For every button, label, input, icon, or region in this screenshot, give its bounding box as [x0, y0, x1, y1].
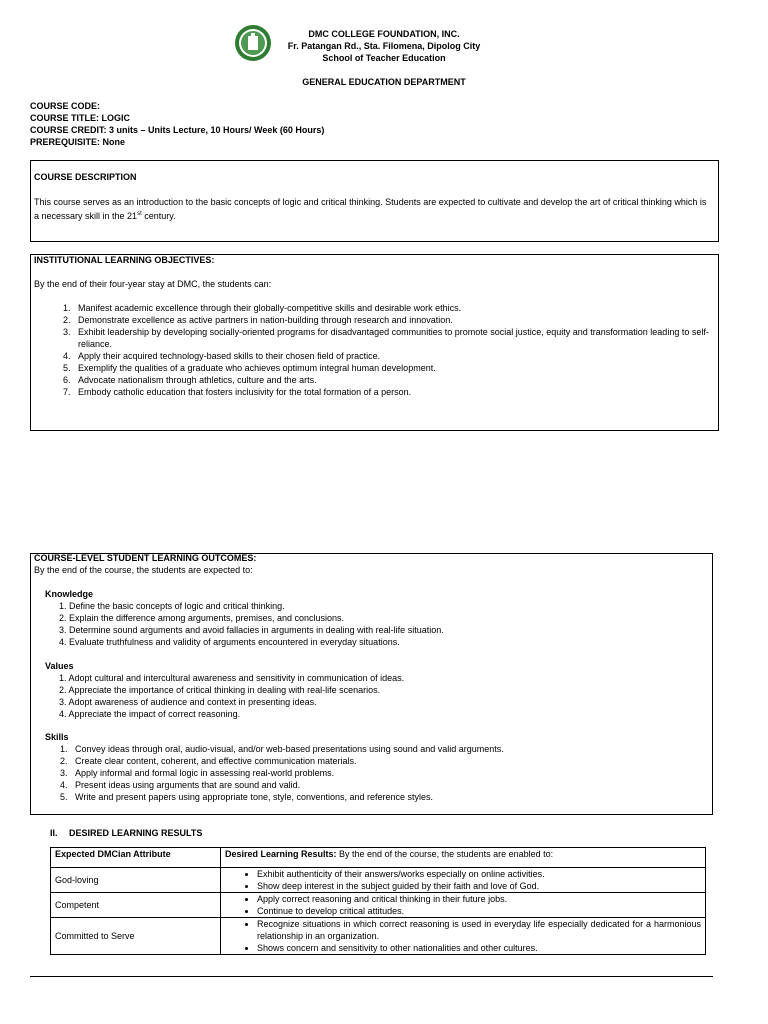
- dlr-table: [50, 847, 706, 955]
- skills-item: Create clear content, coherent, and effective communication materials.: [75, 756, 357, 766]
- ilo-number: 1.: [63, 303, 71, 313]
- knowledge-label: Knowledge: [45, 589, 94, 599]
- course-prerequisite: PREREQUISITE: None: [30, 137, 126, 147]
- course-description-line2: a necessary skill in the 21st century.: [34, 211, 176, 221]
- ilo-item: Demonstrate excellence as active partners in nation-building through research and innovation.: [78, 315, 453, 325]
- values-label: Values: [45, 661, 74, 671]
- ilo-number: 2.: [63, 315, 71, 325]
- course-code: COURSE CODE:: [30, 101, 101, 111]
- dlr-results: [221, 868, 706, 893]
- course-description-heading: COURSE DESCRIPTION: [34, 172, 137, 182]
- ilo-number: 4.: [63, 351, 71, 361]
- dlr-results: [221, 918, 706, 955]
- school-name: School of Teacher Education: [322, 53, 446, 63]
- clo-box: [30, 553, 713, 815]
- skills-number: 5.: [60, 792, 68, 802]
- dlr-attribute: Committed to Serve: [51, 918, 221, 955]
- dlr-result-item: • Exhibit authenticity of their answers/works especially on online activities.: [257, 868, 701, 880]
- ilo-intro: By the end of their four-year stay at DMC, the students can:: [34, 279, 272, 289]
- ilo-box: [30, 254, 719, 431]
- ilo-item: Advocate nationalism through athletics, culture and the arts.: [78, 375, 317, 385]
- dlr-attribute: God-loving: [51, 868, 221, 893]
- ilo-heading: INSTITUTIONAL LEARNING OBJECTIVES:: [34, 255, 215, 265]
- ilo-item: Embody catholic education that fosters inclusivity for the total formation of a person.: [78, 387, 412, 397]
- skills-item: Convey ideas through oral, audio-visual, and/or web-based presentations using sound and valid arguments.: [75, 744, 504, 754]
- dlr-result-item: • Apply correct reasoning and critical thinking in their future jobs.: [257, 893, 701, 905]
- skills-label: Skills: [45, 732, 69, 742]
- knowledge-item: 2. Explain the difference among arguments, premises, and conclusions.: [59, 613, 344, 623]
- dlr-row: [51, 893, 706, 918]
- skills-number: 1.: [60, 744, 68, 754]
- institution-name: DMC COLLEGE FOUNDATION, INC.: [308, 29, 460, 39]
- department-name: GENERAL EDUCATION DEPARTMENT: [302, 77, 466, 87]
- skills-item: Present ideas using arguments that are sound and valid.: [75, 780, 301, 790]
- ilo-number: 3.: [63, 327, 71, 337]
- ilo-item: Exhibit leadership by developing socially-oriented programs for disadvantaged communities to promote social justice, equity and transformation leading to self-: [78, 327, 709, 337]
- course-description-line1: This course serves as an introduction to the basic concepts of logic and critical thinking. Students are expected to cultivate and develop the art of critical thinking which is: [34, 197, 707, 207]
- ilo-item-continuation: reliance.: [78, 339, 113, 349]
- knowledge-item: 3. Determine sound arguments and avoid fallacies in arguments in dealing with real-life situation.: [59, 625, 444, 635]
- footer-rule: [30, 976, 713, 977]
- dlr-col1-header: Expected DMCian Attribute: [51, 848, 221, 868]
- dlr-result-item: • Continue to develop critical attitudes.: [257, 905, 701, 917]
- values-item: 4. Appreciate the impact of correct reasoning.: [59, 709, 241, 719]
- skills-item: Apply informal and formal logic in assessing real-world problems.: [75, 768, 335, 778]
- skills-item: Write and present papers using appropriate tone, style, conventions, and reference styles.: [75, 792, 434, 802]
- ilo-item: Exemplify the qualities of a graduate who achieves optimum integral human development.: [78, 363, 436, 373]
- knowledge-item: 4. Evaluate truthfulness and validity of arguments encountered in everyday situations.: [59, 637, 400, 647]
- ilo-item: Manifest academic excellence through their globally-competitive skills and desirable work ethics.: [78, 303, 462, 313]
- dlr-result-item: • Recognize situations in which correct reasoning is used in everyday life especially dedicated for a harmonious relationship in an organization.: [257, 918, 701, 942]
- clo-intro: By the end of the course, the students are expected to:: [34, 565, 253, 575]
- clo-heading: COURSE-LEVEL STUDENT LEARNING OUTCOMES:: [34, 553, 257, 563]
- college-seal-logo: [234, 24, 272, 62]
- values-item: 2. Appreciate the importance of critical thinking in dealing with real-life scenarios.: [59, 685, 381, 695]
- skills-number: 3.: [60, 768, 68, 778]
- course-description-box: [30, 160, 719, 242]
- dlr-header-row: [51, 848, 706, 868]
- institution-address: Fr. Patangan Rd., Sta. Filomena, Dipolog City: [287, 41, 481, 51]
- skills-number: 4.: [60, 780, 68, 790]
- dlr-section-title: DESIRED LEARNING RESULTS: [69, 828, 203, 838]
- values-item: 1. Adopt cultural and intercultural awareness and sensitivity in communication of ideas.: [59, 673, 405, 683]
- ilo-item: Apply their acquired technology-based skills to their chosen field of practice.: [78, 351, 381, 361]
- dlr-result-item: • Shows concern and sensitivity to other nationalities and other cultures.: [257, 942, 701, 954]
- dlr-section-number: II.: [50, 828, 58, 838]
- dlr-results: [221, 893, 706, 918]
- knowledge-item: 1. Define the basic concepts of logic and critical thinking.: [59, 601, 285, 611]
- ilo-number: 5.: [63, 363, 71, 373]
- dlr-row: [51, 868, 706, 893]
- values-item: 3. Adopt awareness of audience and context in presenting ideas.: [59, 697, 317, 707]
- course-credit: COURSE CREDIT: 3 units – Units Lecture, 10 Hours/ Week (60 Hours): [30, 125, 325, 135]
- dlr-col2-header: Desired Learning Results: By the end of the course, the students are enabled to:: [221, 848, 706, 868]
- skills-number: 2.: [60, 756, 68, 766]
- course-title: COURSE TITLE: LOGIC: [30, 113, 130, 123]
- ilo-number: 6.: [63, 375, 71, 385]
- dlr-attribute: Competent: [51, 893, 221, 918]
- dlr-result-item: • Show deep interest in the subject guided by their faith and love of God.: [257, 880, 701, 892]
- dlr-row: [51, 918, 706, 955]
- ilo-number: 7.: [63, 387, 71, 397]
